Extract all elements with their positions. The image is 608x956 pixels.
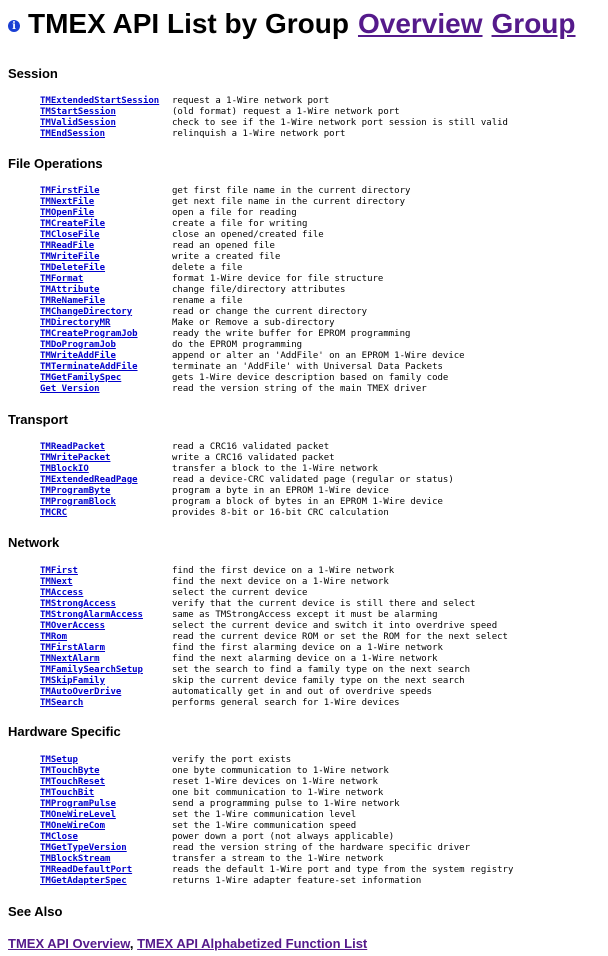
function-description: set the 1-Wire communication speed: [172, 820, 357, 831]
function-link[interactable]: TMCreateProgramJob: [40, 328, 138, 339]
function-description: get next file name in the current directory: [172, 196, 405, 207]
function-description: program a block of bytes in an EPROM 1-Wire device: [172, 496, 443, 507]
list-item: [40, 754, 513, 765]
function-link[interactable]: TMFirst: [40, 565, 78, 576]
section-title-network: Network: [8, 535, 60, 550]
function-description: one bit communication to 1-Wire network: [172, 787, 384, 798]
function-link[interactable]: TMOpenFile: [40, 207, 95, 218]
section-title-transport: Transport: [8, 412, 68, 427]
function-description: open a file for reading: [172, 207, 297, 218]
function-description: verify that the current device is still there and select: [172, 598, 476, 609]
function-description: verify the port exists: [172, 754, 292, 765]
function-link[interactable]: TMTouchByte: [40, 765, 100, 776]
list-item: [40, 207, 465, 218]
list-item: [40, 576, 508, 587]
function-link[interactable]: TMBlockIO: [40, 463, 89, 474]
list-item: [40, 262, 465, 273]
function-description: power down a port (not always applicable): [172, 831, 395, 842]
list-item: [40, 787, 513, 798]
section-title-see-also: See Also: [8, 904, 63, 919]
function-link[interactable]: TMWritePacket: [40, 452, 111, 463]
overview-link[interactable]: Overview: [357, 8, 483, 39]
function-link[interactable]: TMOneWireCom: [40, 820, 106, 831]
list-item: [40, 284, 465, 295]
function-description: ready the write buffer for EPROM programming: [172, 328, 411, 339]
function-description: write a created file: [172, 251, 281, 262]
function-link[interactable]: TMWriteFile: [40, 251, 100, 262]
function-description: request a 1-Wire network port: [172, 95, 330, 106]
function-link[interactable]: TMTouchReset: [40, 776, 106, 787]
function-link[interactable]: TMDeleteFile: [40, 262, 106, 273]
function-description: do the EPROM programming: [172, 339, 303, 350]
function-link[interactable]: TMSetup: [40, 754, 78, 765]
link-separator: ,: [129, 936, 134, 951]
function-description: read the current device ROM or set the ROM for the next select: [172, 631, 508, 642]
list-item: [40, 350, 465, 361]
function-link[interactable]: TMNext: [40, 576, 73, 587]
function-description: transfer a block to the 1-Wire network: [172, 463, 378, 474]
list-item: [40, 842, 513, 853]
function-description: check to see if the 1-Wire network port session is still valid: [172, 117, 508, 128]
list-item: [40, 507, 454, 518]
file-operations-list: [40, 185, 465, 394]
function-link[interactable]: TMReadDefaultPort: [40, 864, 133, 875]
function-description: read or change the current directory: [172, 306, 368, 317]
function-link[interactable]: TMGetFamilySpec: [40, 372, 122, 383]
function-link[interactable]: TMStartSession: [40, 106, 116, 117]
function-link[interactable]: TMBlockStream: [40, 853, 111, 864]
function-description: read a CRC16 validated packet: [172, 441, 330, 452]
list-item: [40, 697, 508, 708]
function-description: find the first alarming device on a 1-Wire network: [172, 642, 443, 653]
function-link[interactable]: TMRom: [40, 631, 68, 642]
list-item: [40, 675, 508, 686]
function-description: set the 1-Wire communication level: [172, 809, 357, 820]
function-description: terminate an 'AddFile' with Universal Data Packets: [172, 361, 443, 372]
function-link[interactable]: TMCreateFile: [40, 218, 106, 229]
function-link[interactable]: TMOneWireLevel: [40, 809, 116, 820]
list-item: [40, 609, 508, 620]
list-item: [40, 474, 454, 485]
function-description: one byte communication to 1-Wire network: [172, 765, 389, 776]
function-link[interactable]: TMReadPacket: [40, 441, 106, 452]
list-item: [40, 485, 454, 496]
function-link[interactable]: TMValidSession: [40, 117, 116, 128]
list-item: [40, 820, 513, 831]
function-description: transfer a stream to the 1-Wire network: [172, 853, 384, 864]
list-item: [40, 441, 454, 452]
function-description: same as TMStrongAccess except it must be alarming: [172, 609, 438, 620]
function-link[interactable]: TMExtendedReadPage: [40, 474, 138, 485]
section-title-file-operations: File Operations: [8, 156, 103, 171]
list-item: [40, 218, 465, 229]
function-link[interactable]: TMNextFile: [40, 196, 95, 207]
section-title-session: Session: [8, 66, 58, 81]
function-link[interactable]: TMFirstAlarm: [40, 642, 106, 653]
function-description: find the next device on a 1-Wire network: [172, 576, 389, 587]
function-link[interactable]: TMGetTypeVersion: [40, 842, 127, 853]
session-list: [40, 95, 508, 139]
function-link[interactable]: TMOverAccess: [40, 620, 106, 631]
list-item: [40, 328, 465, 339]
list-item: [40, 809, 513, 820]
function-link[interactable]: TMStrongAccess: [40, 598, 116, 609]
function-description: reset 1-Wire devices on 1-Wire network: [172, 776, 378, 787]
function-link[interactable]: TMDirectoryMR: [40, 317, 111, 328]
function-link[interactable]: TMProgramPulse: [40, 798, 116, 809]
function-description: read the version string of the hardware specific driver: [172, 842, 471, 853]
page-title: TMEX API List by Group: [28, 8, 349, 39]
function-link[interactable]: TMCRC: [40, 507, 68, 518]
function-description: gets 1-Wire device description based on family code: [172, 372, 449, 383]
list-item: [40, 620, 508, 631]
function-description: select the current device and switch it into overdrive speed: [172, 620, 498, 631]
tmex-api-alphabetized-link[interactable]: TMEX API Alphabetized Function List: [137, 936, 368, 951]
transport-list: [40, 441, 454, 518]
function-description: program a byte in an EPROM 1-Wire device: [172, 485, 389, 496]
function-description: send a programming pulse to 1-Wire network: [172, 798, 400, 809]
list-item: [40, 798, 513, 809]
list-item: [40, 128, 508, 139]
function-description: performs general search for 1-Wire devices: [172, 697, 400, 708]
list-item: [40, 240, 465, 251]
function-link[interactable]: TMClose: [40, 831, 78, 842]
function-link[interactable]: TMFormat: [40, 273, 84, 284]
function-description: find the first device on a 1-Wire network: [172, 565, 395, 576]
list-item: [40, 496, 454, 507]
function-description: find the next alarming device on a 1-Wire network: [172, 653, 438, 664]
function-description: append or alter an 'AddFile' on an EPROM 1-Wire device: [172, 350, 465, 361]
function-link[interactable]: TMExtendedStartSession: [40, 95, 160, 106]
function-description: write a CRC16 validated packet: [172, 452, 335, 463]
function-description: create a file for writing: [172, 218, 308, 229]
function-link[interactable]: TMSearch: [40, 697, 84, 708]
group-link[interactable]: Group: [491, 8, 576, 39]
list-item: [40, 361, 465, 372]
network-list: [40, 565, 508, 708]
page-header: [8, 4, 576, 44]
function-description: format 1-Wire device for file structure: [172, 273, 384, 284]
list-item: [40, 864, 513, 875]
list-item: [40, 463, 454, 474]
function-description: Make or Remove a sub-directory: [172, 317, 335, 328]
function-link[interactable]: TMFamilySearchSetup: [40, 664, 143, 675]
list-item: [40, 565, 508, 576]
list-item: [40, 95, 508, 106]
hardware-specific-list: [40, 754, 513, 886]
function-link[interactable]: TMWriteAddFile: [40, 350, 116, 361]
function-description: rename a file: [172, 295, 243, 306]
function-description: delete a file: [172, 262, 243, 273]
function-link[interactable]: TMTouchBit: [40, 787, 95, 798]
see-also-links: [8, 936, 367, 951]
list-item: [40, 598, 508, 609]
function-description: read a device-CRC validated page (regular or status): [172, 474, 454, 485]
list-item: [40, 306, 465, 317]
function-description: provides 8-bit or 16-bit CRC calculation: [172, 507, 389, 518]
list-item: [40, 372, 465, 383]
list-item: [40, 196, 465, 207]
list-item: [40, 117, 508, 128]
function-description: reads the default 1-Wire port and type from the system registry: [172, 864, 514, 875]
function-link[interactable]: TMNextAlarm: [40, 653, 100, 664]
function-description: (old format) request a 1-Wire network port: [172, 106, 400, 117]
function-link[interactable]: TMReadFile: [40, 240, 95, 251]
list-item: [40, 875, 513, 886]
tmex-api-overview-link[interactable]: TMEX API Overview: [8, 936, 130, 951]
function-link[interactable]: TMSkipFamily: [40, 675, 106, 686]
list-item: [40, 229, 465, 240]
function-link[interactable]: TMEndSession: [40, 128, 106, 139]
function-description: select the current device: [172, 587, 308, 598]
info-icon: i: [8, 20, 20, 32]
function-link[interactable]: TMAttribute: [40, 284, 100, 295]
function-link[interactable]: TMStrongAlarmAccess: [40, 609, 143, 620]
list-item: [40, 295, 465, 306]
list-item: [40, 452, 454, 463]
function-description: close an opened/created file: [172, 229, 324, 240]
function-description: automatically get in and out of overdrive speeds: [172, 686, 433, 697]
list-item: [40, 853, 513, 864]
function-link[interactable]: TMFirstFile: [40, 185, 100, 196]
function-link[interactable]: Get_Version: [40, 383, 100, 394]
function-description: read an opened file: [172, 240, 275, 251]
function-description: skip the current device family type on the next search: [172, 675, 465, 686]
list-item: [40, 686, 508, 697]
function-link[interactable]: TMProgramByte: [40, 485, 111, 496]
list-item: [40, 106, 508, 117]
list-item: [40, 587, 508, 598]
list-item: [40, 765, 513, 776]
list-item: [40, 339, 465, 350]
function-link[interactable]: TMReNameFile: [40, 295, 106, 306]
list-item: [40, 631, 508, 642]
function-description: set the search to find a family type on the next search: [172, 664, 471, 675]
list-item: [40, 642, 508, 653]
function-link[interactable]: TMTerminateAddFile: [40, 361, 138, 372]
list-item: [40, 776, 513, 787]
list-item: [40, 185, 465, 196]
function-link[interactable]: TMProgramBlock: [40, 496, 116, 507]
list-item: [40, 273, 465, 284]
function-link[interactable]: TMDoProgramJob: [40, 339, 116, 350]
function-description: relinquish a 1-Wire network port: [172, 128, 346, 139]
function-link[interactable]: TMCloseFile: [40, 229, 100, 240]
section-title-hardware-specific: Hardware Specific: [8, 724, 121, 739]
function-link[interactable]: TMAccess: [40, 587, 84, 598]
function-link[interactable]: TMAutoOverDrive: [40, 686, 122, 697]
list-item: [40, 664, 508, 675]
function-link[interactable]: TMGetAdapterSpec: [40, 875, 127, 886]
function-description: change file/directory attributes: [172, 284, 346, 295]
list-item: [40, 831, 513, 842]
list-item: [40, 251, 465, 262]
function-description: get first file name in the current directory: [172, 185, 411, 196]
function-description: read the version string of the main TMEX driver: [172, 383, 427, 394]
list-item: [40, 653, 508, 664]
list-item: [40, 317, 465, 328]
function-description: returns 1-Wire adapter feature-set information: [172, 875, 422, 886]
list-item: [40, 383, 465, 394]
function-link[interactable]: TMChangeDirectory: [40, 306, 133, 317]
